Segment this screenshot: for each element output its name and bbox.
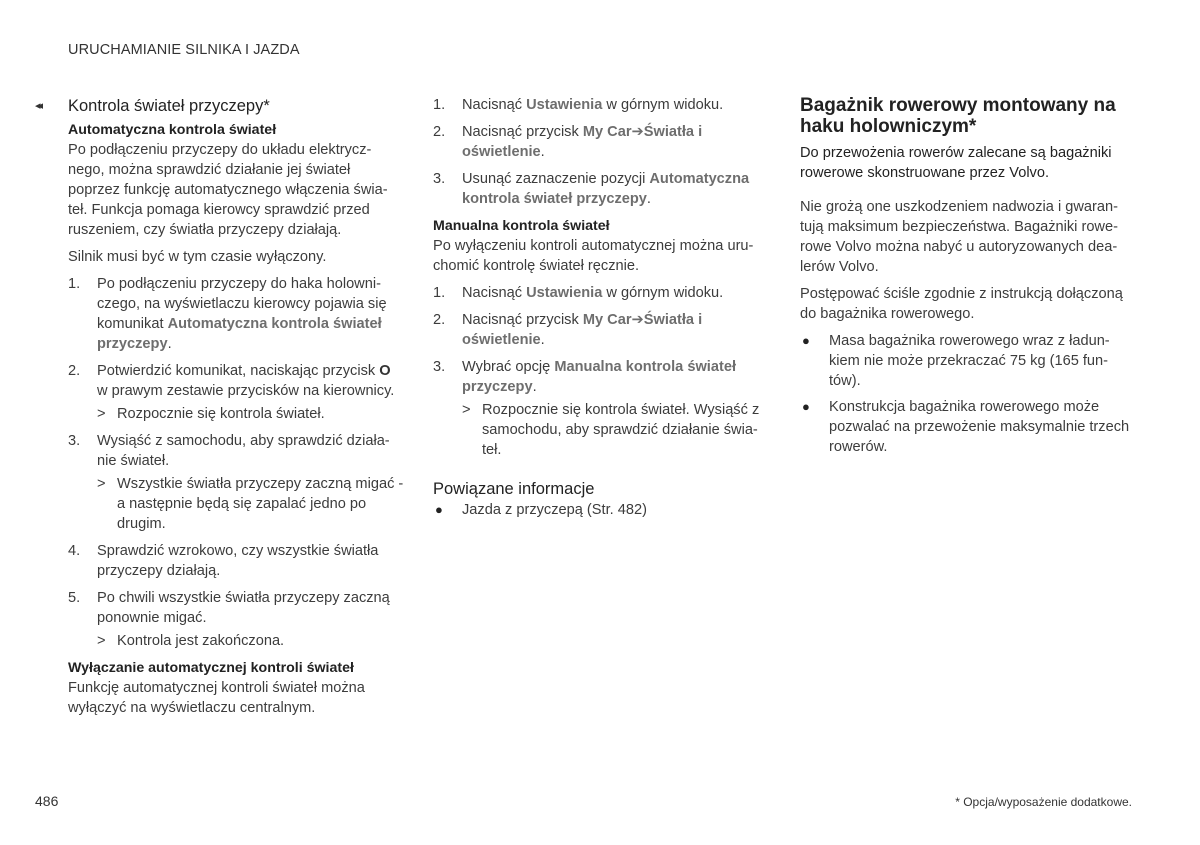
footnote: * Opcja/wyposażenie dodatkowe.: [955, 795, 1132, 809]
disable-auto-text: Funkcję automatycznej kontroli świateł można wyłączyć na wyświetlaczu centralnym.: [68, 680, 365, 716]
step-number: 1.: [433, 285, 446, 301]
manual-steps: [433, 283, 768, 460]
step-item: [68, 274, 405, 354]
step-text: Nacisnąć: [462, 97, 527, 113]
result-marker: >: [97, 406, 106, 422]
step-text-end: .: [646, 191, 651, 207]
step-result-text: Wszystkie światła przyczepy zaczną migać - a następnie będą się zapalać jedno po drugim.: [117, 476, 404, 532]
bike-rack-lead: Do przewożenia rowerów zalecane są bagażniki rowerowe skonstruowane przez Volvo.: [800, 145, 1112, 181]
list-item-text: Konstrukcja bagażnika rowerowego może pozwalać na przewożenie maksymalnie trzech rowerów.: [829, 399, 1130, 455]
step-number: 2.: [433, 124, 446, 140]
menu-settings-label: Ustawienia: [526, 97, 603, 113]
step-result-text: Rozpocznie się kontrola świateł. Wysiąść z samochodu, aby sprawdzić działanie świa-teł.: [482, 402, 760, 458]
step-number: 3.: [433, 359, 446, 375]
bullet-icon: ●: [435, 502, 443, 517]
page-number: 486: [35, 793, 59, 809]
section-title: [35, 95, 405, 117]
step-result: [97, 474, 405, 534]
bullet-icon: ●: [802, 399, 810, 414]
step-item: [433, 357, 768, 460]
column-left: [35, 95, 405, 725]
manual-control-text: Po wyłączeniu kontroli automatycznej można uru-chomić kontrolę świateł ręcznie.: [433, 238, 754, 274]
step-item: [433, 122, 768, 162]
step-text-end: .: [540, 332, 545, 348]
step-text-end: w górnym widoku.: [602, 97, 724, 113]
page-header: URUCHAMIANIE SILNIKA I JAZDA: [68, 42, 300, 58]
display-message-label: Automatyczna kontrola świateł przyczepy: [97, 316, 382, 352]
disable-auto-title: Wyłączanie automatycznej kontroli świateł: [68, 660, 354, 676]
column-middle: [433, 95, 768, 526]
bike-rack-title: Bagażnik rowerowy montowany na haku holowniczym*: [800, 95, 1116, 137]
auto-control-steps: [68, 274, 405, 651]
button-o-label: O: [379, 363, 391, 379]
auto-control-section: [35, 120, 405, 718]
step-item: [68, 588, 405, 651]
step-number: 4.: [68, 543, 81, 559]
section-title-text: Kontrola świateł przyczepy*: [68, 97, 270, 115]
list-item: [800, 331, 1135, 391]
back-arrow-icon[interactable]: ◂◂: [35, 100, 41, 112]
step-result: [97, 631, 405, 651]
step-result-text: Rozpocznie się kontrola świateł.: [117, 406, 325, 422]
step-text: Wysiąść z samochodu, aby sprawdzić działa-nie świateł.: [97, 433, 390, 469]
result-marker: >: [97, 476, 106, 492]
step-item: [68, 541, 405, 581]
bullet-icon: ●: [802, 333, 810, 348]
menu-auto-check-label: Automatyczna kontrola świateł przyczepy: [462, 171, 750, 207]
bike-rack-para2: Postępować ściśle zgodnie z instrukcją dołączoną do bagażnika rowerowego.: [800, 286, 1123, 322]
step-number: 1.: [433, 97, 446, 113]
step-item: [433, 283, 768, 303]
related-link[interactable]: [433, 500, 768, 520]
step-number: 2.: [68, 363, 81, 379]
step-result: [462, 400, 768, 460]
related-info-title: Powiązane informacje: [433, 480, 595, 498]
step-item: [433, 95, 768, 115]
bike-rack-para1: Nie grożą one uszkodzeniem nadwozia i gwaran-tują maksimum bezpieczeństwa. Bagażniki rowe-rowe Volvo można nabyć u autoryzowanych dea-lerów Volvo.: [800, 199, 1118, 275]
result-marker: >: [97, 633, 106, 649]
menu-lights-label: Światła i oświetlenie: [462, 124, 703, 160]
step-text-end: w górnym widoku.: [602, 285, 724, 301]
step-text: Nacisnąć: [462, 285, 527, 301]
menu-manual-check-label: Manualna kontrola świateł przyczepy: [462, 359, 736, 395]
step-item: [433, 310, 768, 350]
auto-control-para1: Po podłączeniu przyczepy do układu elektrycz-nego, można sprawdzić działanie jej świateł poprzez funkcję automatycznego włączenia świa-teł. Funkcja pomaga kierowcy sprawdzić przed ruszeniem, czy światła przyczepy działają.: [68, 142, 388, 238]
menu-mycar-label: My Car: [582, 124, 632, 140]
related-info-list: [433, 500, 768, 520]
step-result: [97, 404, 405, 424]
step-number: 3.: [68, 433, 81, 449]
menu-lights-label: Światła i oświetlenie: [462, 312, 703, 348]
step-text: Po chwili wszystkie światła przyczepy zaczną ponownie migać.: [97, 590, 390, 626]
step-item: [433, 169, 768, 209]
list-item-text: Masa bagażnika rowerowego wraz z ładun-kiem nie może przekraczać 75 kg (165 fun-tów).: [829, 333, 1110, 389]
step-text: Po podłączeniu przyczepy do haka holowni-czego, na wyświetlaczu kierowcy pojawia się komunikat: [97, 276, 387, 332]
result-marker: >: [462, 402, 471, 418]
auto-control-para2: Silnik musi być w tym czasie wyłączony.: [68, 249, 327, 265]
manual-control-title: Manualna kontrola świateł: [433, 218, 610, 234]
step-text-end: .: [167, 336, 172, 352]
menu-settings-label: Ustawienia: [526, 285, 603, 301]
step-text: Nacisnąć przycisk: [462, 124, 583, 140]
menu-mycar-label: My Car: [582, 312, 632, 328]
related-link-text[interactable]: Jazda z przyczepą (Str. 482): [462, 502, 647, 518]
step-text-end: .: [532, 379, 537, 395]
step-number: 1.: [68, 276, 81, 292]
disable-steps: [433, 95, 768, 209]
auto-control-title: Automatyczna kontrola świateł: [68, 122, 277, 138]
step-text: Usunąć zaznaczenie pozycji: [462, 171, 650, 187]
step-number: 2.: [433, 312, 446, 328]
bike-rack-bullets: [800, 331, 1135, 457]
step-result-text: Kontrola jest zakończona.: [117, 633, 285, 649]
column-right: [800, 95, 1135, 463]
step-text: Nacisnąć przycisk: [462, 312, 583, 328]
arrow-right-icon: ➔: [631, 312, 644, 328]
step-number: 3.: [433, 171, 446, 187]
step-text: Wybrać opcję: [462, 359, 555, 375]
step-text: Potwierdzić komunikat, naciskając przycisk: [97, 363, 380, 379]
step-item: [68, 431, 405, 534]
step-text: Sprawdzić wzrokowo, czy wszystkie światła przyczepy działają.: [97, 543, 379, 579]
step-text-end: .: [540, 144, 545, 160]
step-item: [68, 361, 405, 424]
step-text-end: w prawym zestawie przycisków na kierownicy.: [97, 383, 395, 399]
step-number: 5.: [68, 590, 81, 606]
list-item: [800, 397, 1135, 457]
arrow-right-icon: ➔: [631, 124, 644, 140]
